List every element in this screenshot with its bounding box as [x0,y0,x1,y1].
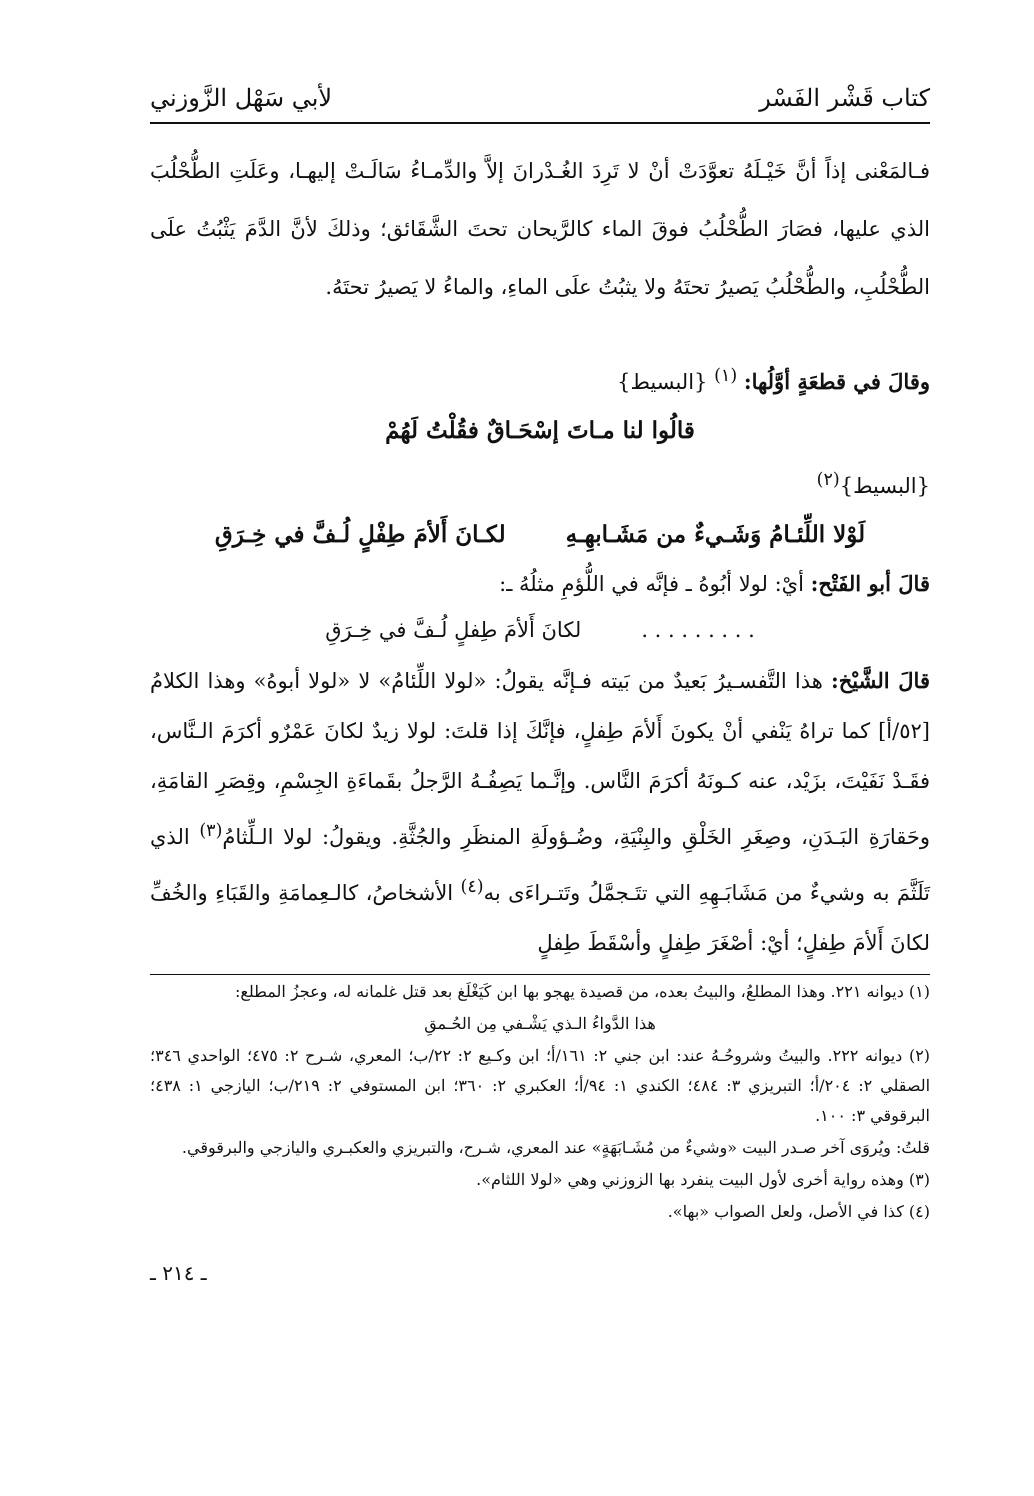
second-meter [150,460,930,506]
footnote-ref-1: (١) [714,366,738,386]
sheikh-text-3: الأشخاصُ، كالـعِمامَةِ والقَبَاءِ والخُفِّ لكانَ أَلأمَ طِفلٍ؛ أيْ: أصْغَرَ طِفلٍ وأسْقَطَ طِفلٍ [150,881,930,955]
footnote-separator [150,974,930,975]
running-header [150,80,930,124]
footnote-ref-4: (٤) [460,877,484,897]
footnote-3: (٣) وهذه رواية أخرى لأول البيت ينفرد بها الزوزني وهي «لولا اللثام». [476,1170,930,1189]
poem-intro [150,356,930,402]
footnote-2: (٢) ديوانه ٢٢٢. والبيتُ وشروحُـهُ عند: ابن جني ٢: ١٦١/أ؛ ابن وكـيع ٢: ٢٢/ب؛ المعري، شـرح ٢: ٤٧٥؛ الواحدي ٣٤٦؛ الصقلي ٢: ٢٠٤/أ؛ التبريزي ٣: ٤٨٤؛ الكندي ١: ٩٤/أ؛ العكبري ٢: ٣٦٠؛ ابن المستوفي ٢: ٢١٩/ب؛ اليازجي ١: ٤٣٨؛ البرقوقي ٣: ١٠٠. [150,1046,931,1125]
footnote-ref-2: (٢) [816,470,840,490]
book-title: كتاب قَشْر الفَسْر [759,84,930,112]
first-verse: قالُوا لنا مـاتَ إسْحَـاقٌ فقُلْتُ لَهُمْ [385,417,695,444]
abu-alfath-text: أيْ: لولا أبُوهُ ـ فإنَّه في اللُّؤمِ مثلُهُ ـ: [499,572,804,596]
sheikh-commentary [150,656,930,968]
sheikh-text-2: الذي تَلَثَّمَ به وشيءٌ من مَشَابَـهِهِ التي تتَـجمَّلُ وتَتـراءَى به [150,825,930,905]
quoted-verse-dots: . . . . . . . . . [641,618,755,642]
abu-alfath-comment [150,564,930,604]
footnotes [150,977,930,1227]
footnote-4: (٤) كذا في الأصل، ولعل الصواب «بها». [667,1202,930,1221]
verse-first-half: لَوْلا اللِّئـامُ وَشَـيءٌ من مَشَـابهِـهِ [565,521,866,548]
main-verse [150,506,930,564]
sheikh-lead: قالَ الشَّيْخ: [830,668,930,693]
footnote-1: (١) ديوانه ٢٢١. وهذا المطلعُ، والبيتُ بعده، من قصيدة يهجو بها ابن كَيَغْلَغ بعد قتل غلمانه له، وعجزُ المطلع: [234,982,930,1001]
paragraph-1: فـالمَعْنى إذاً أنَّ خَيْـلَهُ تعوَّدَتْ أنْ لا تَرِدَ الغُـدْرانَ إلاَّ والدِّمـاءُ سَالَـتْ إليهـا، وعَلَتِ الطُّحْلُبَ الذي عليها، فصَارَ الطُّحْلُبُ فوقَ الماء كالرَّيحان تحتَ الشَّقَائق؛ وذلكَ لأنَّ الدَّمَ يَثْبُتُ علَى الطُّحْلُبِ، والطُّحْلُبُ يَصيرُ تحتَهُ ولا يثبُتُ علَى الماءِ، والماءُ لا يَصيرُ تحتَهُ. [150,159,930,299]
sheikh-text-1: هذا التَّفسـيرُ بَعيدٌ من بَيته فـإنَّه يقولُ: «لولا اللِّئامُ» لا «لولا أبوهُ» وهذا الكلامُ [٥٢/أ] كما تراهُ يَنْفي أنْ يكونَ أَلأمَ طِفلٍ، فإنَّكَ إذا قلتَ: لولا زيدٌ لكانَ عَمْرٌو أكرَمَ الـنَّاس، فقَـدْ نَفَيْتَ، بزَيْد، عنه كـونَهُ أكرَمَ النَّاس. وإنَّـما يَصِفُـهُ الرَّجلُ بقَماءَةِ الجِسْمِ، وقِصَرِ القامَةِ، وحَقارَةِ البَـدَنِ، وصِغَرِ الخَلْقِ والبِنْيَةِ، وضُـؤولَةِ المنظَرِ والجُثَّةِ. ويقولُ: لولا الـلِّثامُ [150,669,930,849]
intro-lead: وقالَ في قطعَةٍ أوَّلُها: [743,369,930,394]
quoted-verse-second-half: لكانَ أَلأمَ طِفلٍ لُـفَّ في خِـرَقِ [325,618,582,642]
footnote-2-note: قلتُ: ويُروَى آخر صـدر البيت «وشيءٌ من مُشَـابَهَةٍ» عند المعري، شـرح، والتبريزي والعكبـري واليازجي والبرقوقي. [181,1138,930,1157]
meter-label: {البسيط} [617,370,708,394]
footnote-ref-3: (٣) [199,821,223,841]
abu-alfath-lead: قالَ أبو الفَتْح: [810,571,930,596]
book-page [150,80,930,1285]
author-name: لأبي سَهْل الزَّوزني [150,84,333,112]
meter-label-2: {البسيط} [839,474,930,498]
page-number: ـ ٢١٤ ـ [150,1261,207,1285]
footnote-1-verse: هذا الدَّواءُ الـذي يَشْـفي مِن الحُـمقِ [424,1014,656,1033]
verse-second-half: لكـانَ أَلأمَ طِفْلٍ لُـفَّ في خِـرَقِ [214,521,506,548]
quoted-verse [150,604,930,656]
